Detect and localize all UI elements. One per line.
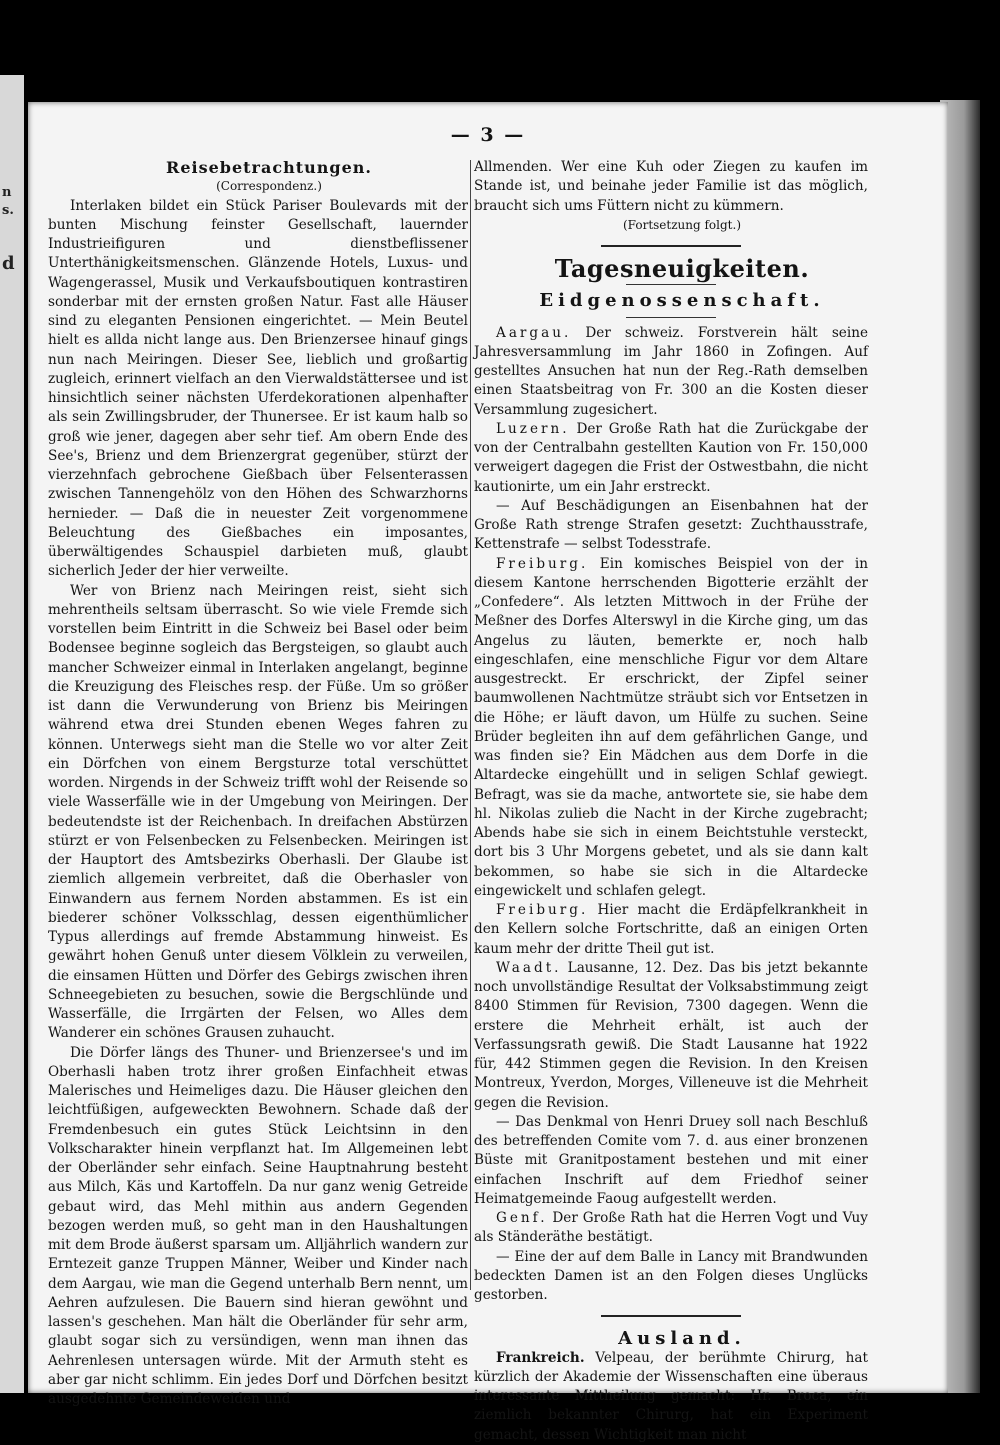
news-item-place: Frankreich. <box>496 1349 585 1366</box>
news-item <box>474 497 868 555</box>
news-item <box>474 1248 868 1306</box>
foreign-section-heading: Ausland. <box>618 1328 746 1350</box>
news-item-text: Hier macht die Erdäpfelkrankheit in den Kellern solche Fortschritte, daß an einigen Orten kaum mehr der dritte Theil gut ist. <box>474 902 868 957</box>
news-item-text: — Eine der auf dem Balle in Lancy mit Brandwunden bedeckten Damen ist an den Folgen dieses Unglücks gestorben. <box>474 1248 868 1303</box>
section-rule <box>601 1315 741 1317</box>
previous-page-edge <box>0 75 24 1393</box>
article-paragraph: Wer von Brienz nach Meiringen reist, sieht sich mehrentheils seltsam überrascht. So wie viele Fremde sich vorstellen beim Eintritt in die Schweiz bei Basel oder beim Bodensee beginne sogleich das Bergsteigen, so glaubt auch mancher Schweizer einmal in Interlaken angelangt, beginne die Kreuzigung des Fleisches resp. der Füße. Um so größer ist dann die Verwunderung von Brienz bis Meiringen während etwa drei Stunden ebenen Weges fahren zu können. Unterwegs sieht man die Stelle wo vor alter Zeit ein Dörfchen von einem Bergsturze total verschüttet worden. Nirgends in der Schweiz trifft wohl der Reisende so viele Wasserfälle wie in der Umgebung von Meiringen. Der bedeutendste ist der Reichenbach. In dreifachen Abstürzen stürzt er von Felsenbecken zu Felsenbecken. Meiringen ist der Hauptort des Amtsbezirks Oberhasli. Der Glaube ist ziemlich allgemein verbreitet, daß die Oberhasler von Einwandern aus fernem Norden abstammen. Es ist ein biederer schöner Volksschlag, dessen eigenthümlicher Typus allerdings auf fremde Abstammung hinweist. Es gewährt hohen Genuß unter diesem Völklein zu verweilen, die einsamen Hütten und Dörfer des Gebirgs zwischen ihren Schneegebieten zu besuchen, sowie die Bergschlünde und Wasserfälle, die Irrgärten der Felsen, wo Alles dem Wanderer ein schönes Grausen zuhaucht. <box>48 582 468 1042</box>
news-item <box>474 1209 868 1248</box>
article-paragraph: Interlaken bildet ein Stück Pariser Boulevards mit der bunten Mischung feinster Gesellschaft, lauernder Industrieifiguren und dienstbeflissener Unterthänigkeitsmenschen. Glänzende Hotels, Luxus- und Wagengerassel, Musik und Verkaufsboutiquen kontrastiren sonderbar mit der ernsten großen Natur. Fast alle Häuser sind zu eleganten Pensionen eingerichtet. — Mein Beutel hielt es allda nicht lange aus. Den Brienzersee hinauf gings nun nach Meiringen. Dieser See, lieblich und großartig zugleich, erinnert vielfach an den Vierwaldstättersee und ist hinsichtlich seiner nächsten Uferdekorationen alpenhafter als sein Zwillingsbruder, der Thunersee. Er ist kaum halb so groß wie jener, dagegen aber sehr tief. Am obern Ende des See's, Brienz und dem Brienzergrat gegenüber, stürzt der vierzehnfach gebrochene Gießbach über Felsenterassen zwischen Tannengehölz von den Höhen des Schwarzhorns hernieder. — Daß die in neuester Zeit vorgenommene Beleuchtung des Gießbaches ein imposantes, überwältigendes Schauspiel darbieten muß, glaubt sicherlich Jeder der hier verweilte. <box>48 197 468 580</box>
news-item-place: Luzern. <box>496 420 570 437</box>
right-column <box>474 158 868 1445</box>
news-item-place: Aargau. <box>496 324 572 341</box>
news-item-place: Freiburg. <box>496 902 589 918</box>
article-continuation: Allmenden. Wer eine Kuh oder Ziegen zu kaufen im Stande ist, und beinahe jeder Familie ist das möglich, braucht sich ums Füttern nicht zu kümmern. <box>474 159 868 214</box>
column-divider <box>470 160 471 1290</box>
news-item <box>474 901 868 959</box>
news-item-place: Freiburg. <box>496 555 589 572</box>
news-item-text: Der Große Rath hat die Zurückgabe der von der Centralbahn gestellten Kaution von Fr. 150,000 verweigert dagegen die Frist der Ostwestbahn, die nicht kautionirte, um ein Jahr erstreckt. <box>474 420 869 495</box>
news-item <box>474 1349 868 1445</box>
news-item <box>474 1113 868 1209</box>
news-item-text: Ein komisches Beispiel von der in diesem Kantone herrschenden Bigotterie erzählt der „Confedere“. Als letzten Mittwoch in der Frühe der Meßner des Dorfes Alterswyl in die Kirche ging, um das Angelus zu läuten, bemerkte er, noch halb eingeschlafen, eine menschliche Figur vor dem Altare ausgestreckt. Er erschrickt, der Zipfel seiner baumwollenen Nachtmütze sträubt sich vor Entsetzen in die Höhe; er läuft davon, um Hülfe zu suchen. Seine Brüder begleiten ihn auf dem gefährlichen Gange, und was finden sie? Ein Mädchen aus dem Dorfe in die Altardecke eingehüllt und in seligen Schlaf gewiegt. Befragt, was sie da mache, antwortete sie, sie habe dem hl. Nikolas zulieb die Nacht in der Kirche zugebracht; Abends habe sie sich in einem Beichtstuhle versteckt, dort bis 3 Uhr Morgens gebetet, und als sie dann kalt bekommen, so habe sie sich in die Altardecke eingewickelt und schlafen gelegt. <box>474 555 868 899</box>
article-paragraph: Die Dörfer längs des Thuner- und Brienzersee's und im Oberhasli haben trotz ihrer großen Einfachheit etwas Malerisches und Heimeliges dazu. Die Häuser gleichen den leichtfüßigen, aufgeweckten Bewohnern. Schade daß der Fremdenbesuch ein gutes Stück Leichtsinn in den Volkscharakter hinein verpflanzt hat. Im Allgemeinen lebt der Oberländer sehr einfach. Seine Hauptnahrung besteht aus Milch, Käs und Kartoffeln. Da nur ganz wenig Getreide gebaut wird, das Mehl mithin aus andern Gegenden bezogen werden muß, so geht man in den Haushaltungen mit dem Brode äußerst sparsam um. Alljährlich wandern zur Erntezeit ganze Truppen Männer, Weiber und Kinder nach dem Aargau, wie man die Gegend unterhalb Bern nennt, um Aehren aufzulesen. Die Bauern sind hieran gewöhnt und lassen's geschehen. Man hält die Oberländer für sehr arm, glaubt sogar sich zu versündigen, wenn man ihnen das Aehrenlesen untersagen würde. Mit der Armuth steht es aber gar nicht schlimm. Ein jedes Dorf und Dörfchen besitzt ausgedehnte Gemeindeweiden und <box>48 1044 468 1407</box>
previous-page-fragment: s. <box>2 203 14 218</box>
news-item-text: — Das Denkmal von Henri Druey soll nach Beschluß des betreffenden Comite vom 7. d. aus einer bronzenen Büste mit Granitpostament bestehen und mit einer einfachen Inschrift auf dem Friedhof seiner Heimatgemeinde Faoug aufgestellt werden. <box>474 1113 868 1207</box>
previous-page-fragment: d <box>2 253 15 274</box>
newspaper-page <box>28 102 948 1443</box>
news-item-place: Genf. <box>496 1210 548 1226</box>
section-rule <box>626 317 716 318</box>
news-item-place: Waadt. <box>496 959 562 976</box>
news-item <box>474 324 868 420</box>
previous-page-fragment: n <box>2 185 12 200</box>
news-item-text: Velpeau, der berühmte Chirurg, hat kürzlich der Akademie der Wissenschaften eine überaus interessante Mittheilung gemacht: Hr. Broca, ein ziemlich bekannter Chirurg, hat ein Experiment gemacht, dessen Wichtigkeit man nicht <box>474 1349 869 1443</box>
swiss-section-heading: Eidgenossenschaft. <box>539 290 825 312</box>
page-number: — 3 — <box>450 124 526 146</box>
news-item-text: — Auf Beschädigungen an Eisenbahnen hat der Große Rath strenge Strafen gesetzt: Zuchthausstrafe, Kettenstrafe — selbst Todesstrafe. <box>474 497 868 553</box>
news-item-text: Der Große Rath hat die Herren Vogt und Vuy als Ständeräthe bestätigt. <box>474 1210 868 1246</box>
news-item-text: Lausanne, 12. Dez. Das bis jetzt bekannte noch unvollständige Resultat der Volksabstimmung zeigt 8400 Stimmen für Revision, 7300 dagegen. Wenn die erstere die Mehrheit erhält, ist auch der Verfassungsrath gewiß. Die Stadt Lausanne hat 1922 für, 442 Stimmen gegen die Revision. In den Kreisen Montreux, Yverdon, Morges, Villeneuve ist die Mehrheit gegen die Revision. <box>474 959 868 1111</box>
news-item <box>474 959 868 1113</box>
section-rule <box>601 245 741 247</box>
article-title: Reisebetrachtungen. <box>166 158 372 177</box>
news-heading: Tagesneuigkeiten. <box>554 254 810 283</box>
news-item-text: Der schweiz. Forstverein hält seine Jahresversammlung im Jahr 1860 in Zofingen. Auf gestelltes Ansuchen hat nun der Reg.-Rath demselben einen Staatsbeitrag von Fr. 300 an die Kosten dieser Versammlung zugesichert. <box>474 324 868 418</box>
news-item <box>474 420 868 497</box>
section-rule <box>626 284 716 285</box>
article-byline: (Correspondenz.) <box>216 179 322 194</box>
news-item <box>474 555 868 902</box>
to-be-continued-note: (Fortsetzung folgt.) <box>623 217 741 232</box>
left-column <box>48 158 468 1409</box>
